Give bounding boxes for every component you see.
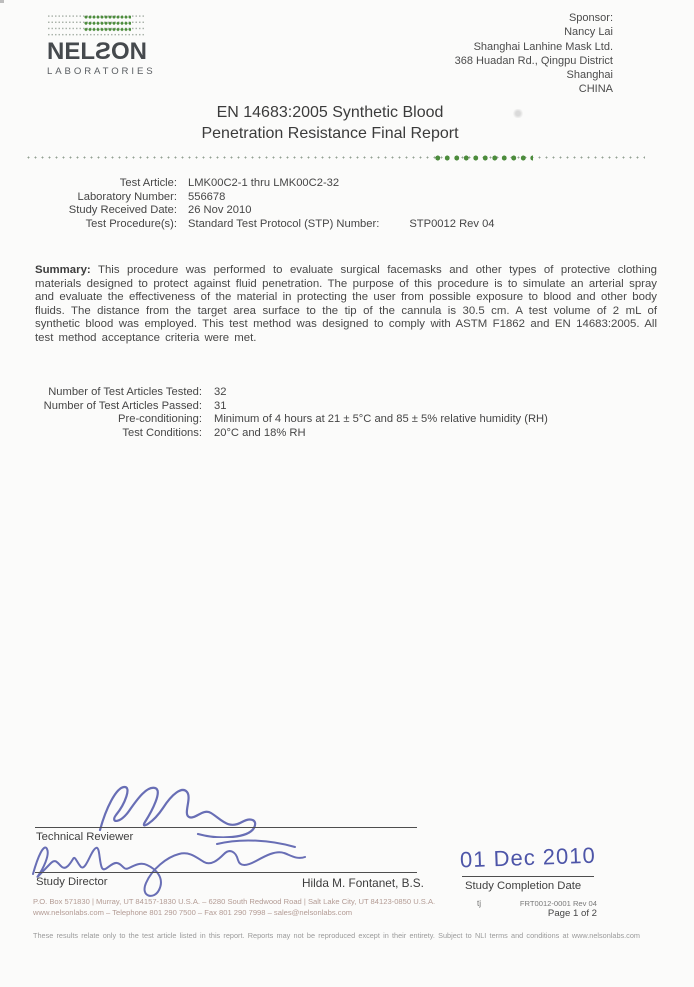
study-director-name: Hilda M. Fontanet, B.S. (302, 876, 424, 890)
sponsor-name: Nancy Lai (564, 26, 613, 39)
page-number: Page 1 of 2 (547, 908, 597, 919)
field-label: Pre-conditioning: (118, 413, 202, 426)
field-value: 31 (214, 399, 227, 412)
summary-text: This procedure was performed to evaluate surgical facemasks and other types of protective clothing materials designed to protect against fluid penetration. The purpose of this procedure is to simulate an arterial spray and evaluate the effectiveness of the material in protecting the user from possible exposure to blood and other body fluids. The distance from the target area surface to the tip of the cannula is 30.5 cm. A test volume of 2 mL of synthetic blood was employed. This test method was designed to comply with ASTM F1862 and EN 14683:2005. All test method acceptance criteria were met. (35, 264, 657, 344)
footer-address-line2: www.nelsonlabs.com – Telephone 801 290 7500 – Fax 801 290 7998 – sales@nelsonlabs.com (33, 907, 353, 917)
sponsor-city: Shanghai (566, 69, 613, 82)
info-row-lab-number (35, 191, 495, 205)
result-row-tested (35, 386, 548, 400)
divider-green-dots-icon (433, 154, 533, 162)
logo-dot-pattern-icon (47, 13, 144, 38)
report-title (30, 103, 630, 144)
sponsor-block (455, 11, 613, 97)
report-title-line1: EN 14683:2005 Synthetic Blood (216, 104, 444, 121)
study-director-label: Study Director (36, 876, 108, 888)
field-label: Test Article: (119, 177, 177, 189)
field-value: Minimum of 4 hours at 21 ± 5°C and 85 ± 5% relative humidity (RH) (214, 413, 548, 426)
technical-reviewer-signature (70, 778, 280, 838)
footer-address (33, 897, 488, 918)
study-director-signature (25, 836, 335, 902)
dotted-divider (25, 155, 645, 160)
test-info-block (35, 177, 495, 231)
typist-initials: tj (477, 899, 481, 908)
field-value: 20°C and 18% RH (214, 426, 306, 439)
result-row-passed (35, 400, 548, 414)
field-value-stp-number: STP0012 Rev 04 (409, 217, 495, 230)
field-value: 32 (214, 386, 227, 398)
field-label: Test Conditions: (122, 426, 202, 439)
field-value: 556678 (188, 190, 226, 203)
footer-address-line1: P.O. Box 571830 | Murray, UT 84157-1830 U.S.A. – 6280 South Redwood Road | Salt Lake City, UT 84123-0850 U.S.A. (33, 897, 436, 906)
field-value: 26 Nov 2010 (188, 204, 252, 217)
nelson-labs-logo (47, 13, 157, 77)
study-director-line (35, 872, 417, 873)
technical-reviewer-label: Technical Reviewer (36, 831, 134, 843)
field-label: Number of Test Articles Passed: (43, 399, 202, 412)
sponsor-street: 368 Huadan Rd., Qingpu District (454, 54, 613, 67)
result-row-preconditioning (35, 413, 548, 427)
footer-disclaimer: These results relate only to the test article listed in this report. Reports may not be reproduced except in their entirety. Subject to NLI terms and conditions at www.nelsonlabs.com (33, 931, 640, 940)
field-label: Study Received Date: (68, 204, 177, 217)
form-number: FRT0012-0001 Rev 04 (519, 899, 597, 908)
sponsor-label: Sponsor: (568, 12, 613, 24)
field-label: Test Procedure(s): (85, 217, 177, 230)
scan-artifact (0, 0, 4, 3)
field-label: Number of Test Articles Tested: (48, 386, 202, 398)
completion-date-label: Study Completion Date (465, 880, 582, 892)
logo-subtitle: LABORATORIES (47, 66, 156, 77)
field-value: LMK00C2-1 thru LMK00C2-32 (188, 177, 340, 189)
info-row-test-article (35, 177, 495, 191)
summary-paragraph (35, 264, 657, 346)
result-row-conditions (35, 427, 548, 441)
sponsor-company: Shanghai Lanhine Mask Ltd. (473, 40, 613, 53)
technical-reviewer-line (35, 827, 417, 828)
info-row-received-date (35, 204, 495, 218)
results-block (35, 386, 548, 440)
handwritten-completion-date: 01 Dec 2010 (459, 842, 597, 873)
field-value: Standard Test Protocol (STP) Number: (188, 217, 380, 230)
logo-name: NELSON (47, 38, 148, 65)
report-title-line2: Penetration Resistance Final Report (201, 124, 459, 142)
info-row-test-procedure (35, 218, 495, 232)
field-label: Laboratory Number: (77, 190, 177, 203)
summary-label: Summary: (35, 264, 91, 276)
sponsor-country: CHINA (578, 83, 613, 96)
completion-date-line (462, 876, 594, 877)
logo-dot-accent-icon (84, 14, 131, 32)
